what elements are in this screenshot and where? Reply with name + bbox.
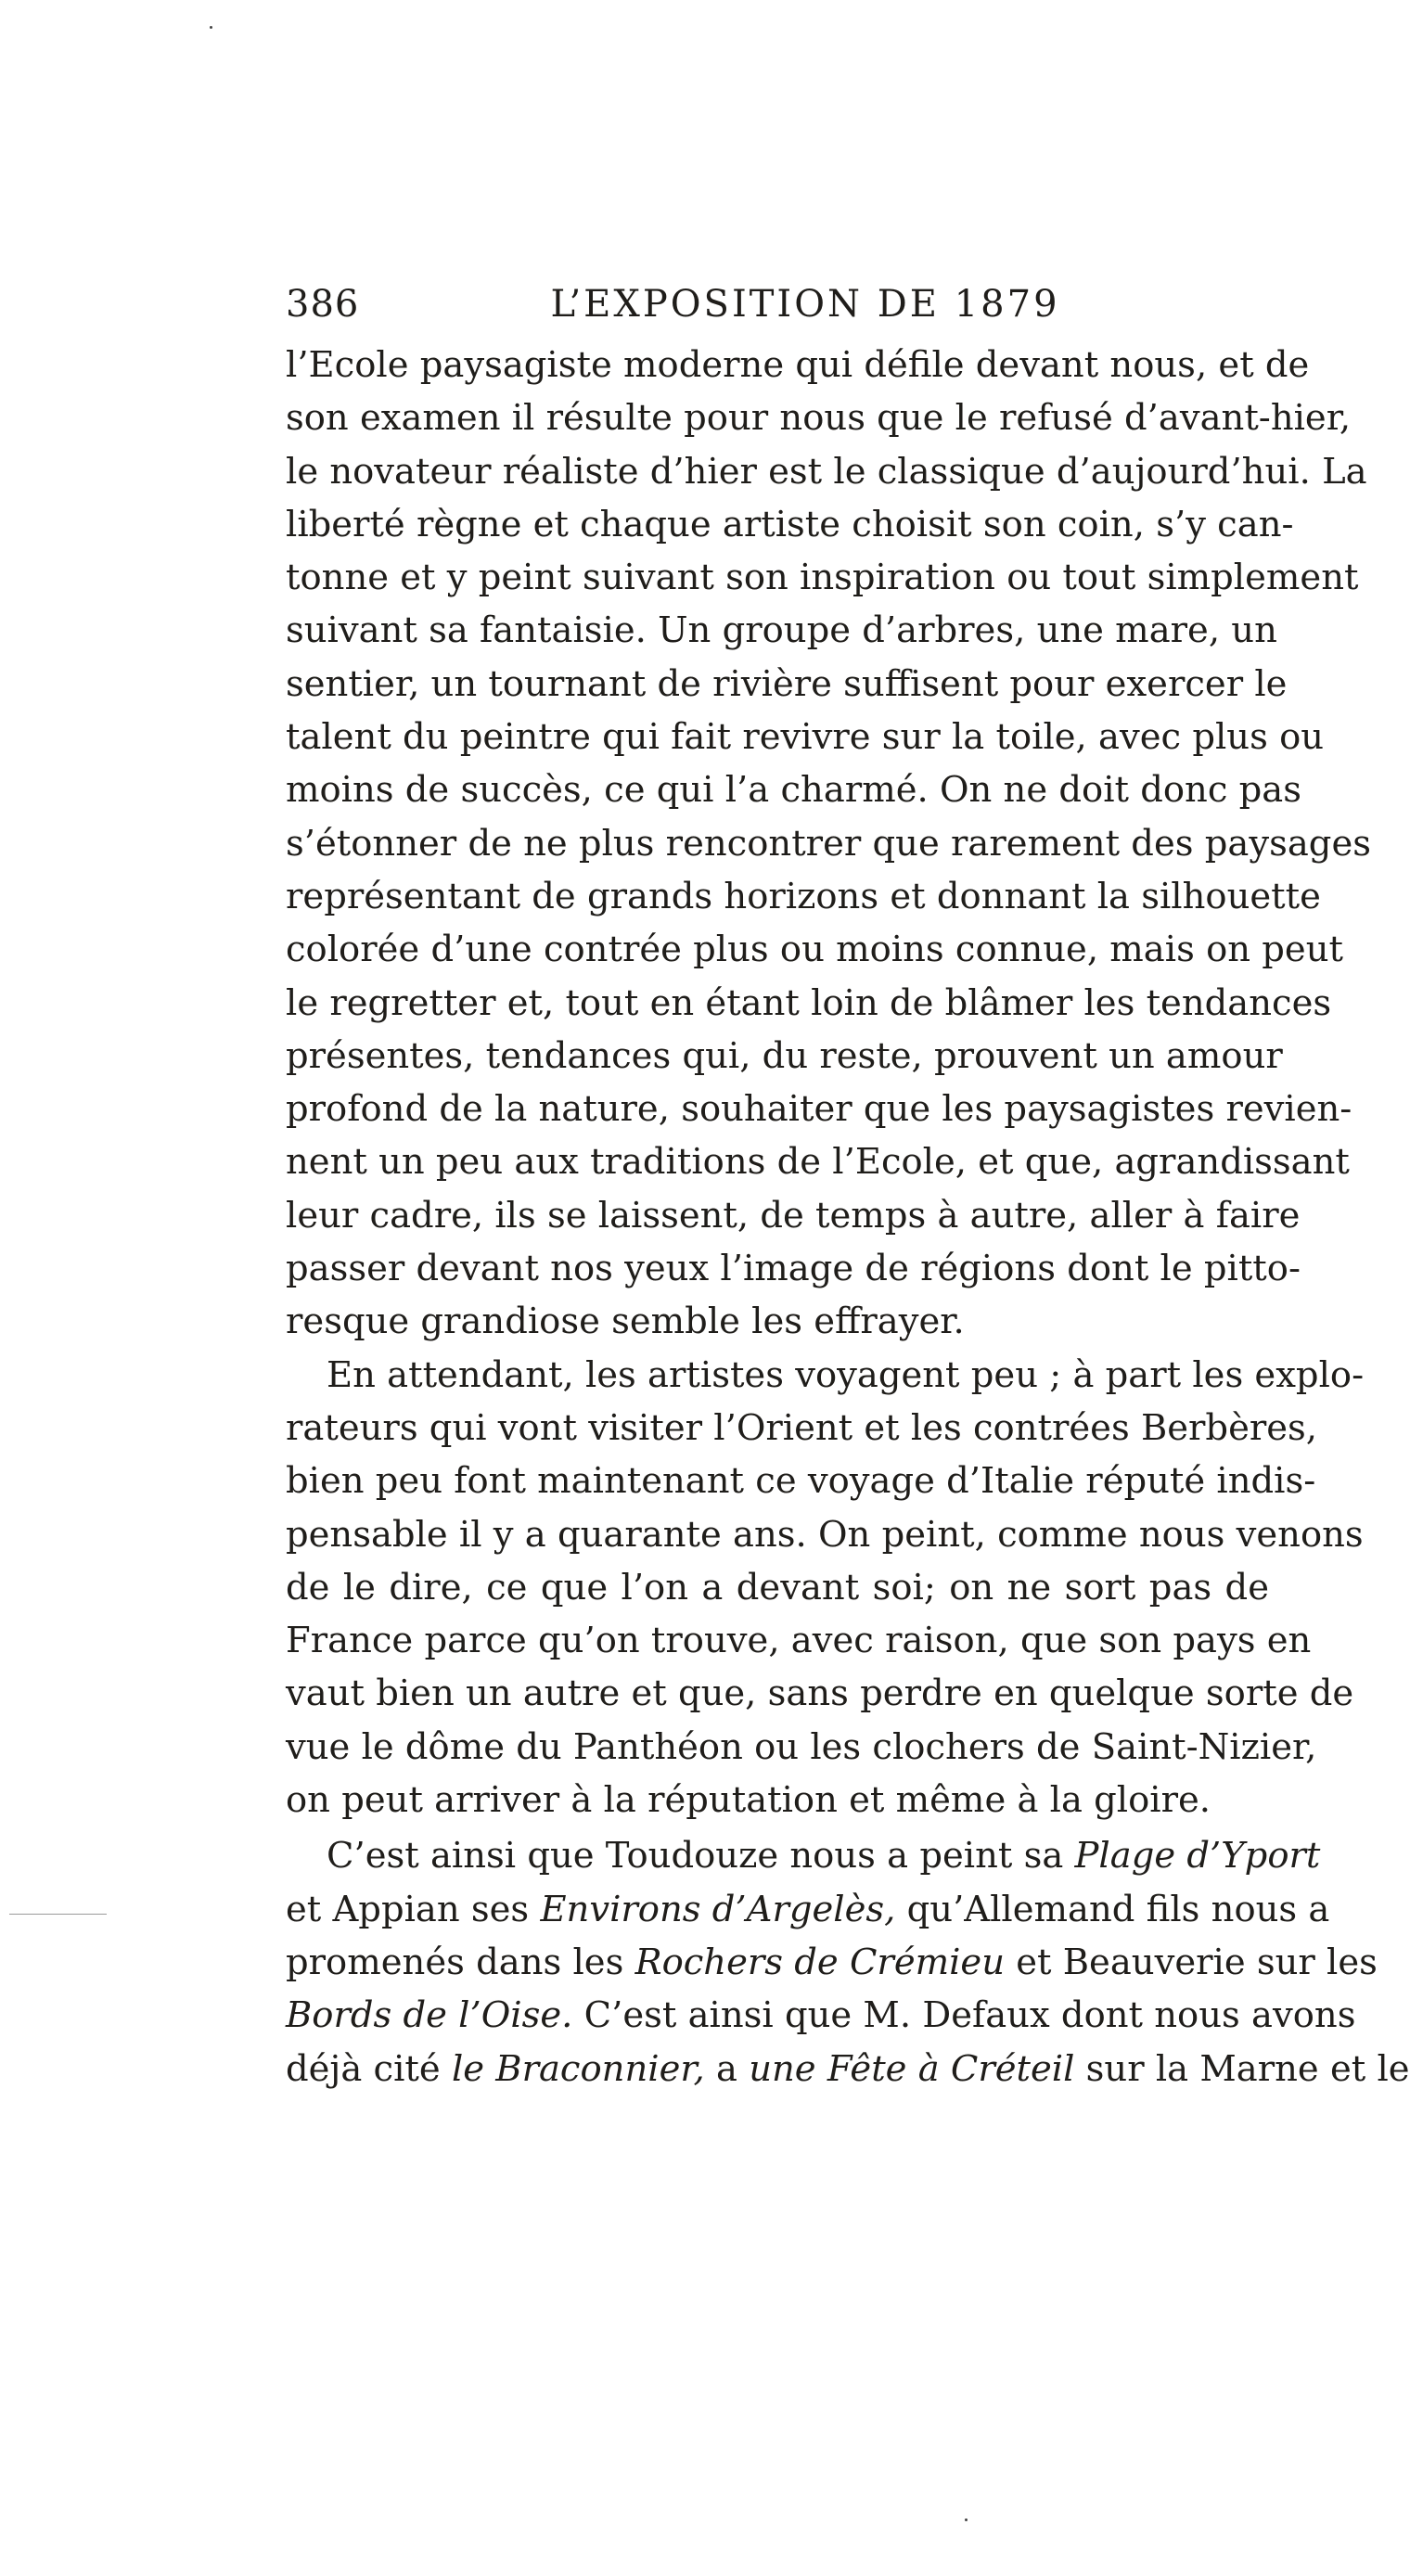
text-run: qu’Allemand fils nous a	[895, 1888, 1330, 1930]
text-line: son examen il résulte pour nous que le refusé d’avant-hier,	[286, 397, 1352, 440]
text-line: resque grandiose semble les effrayer.	[286, 1301, 965, 1343]
text-line: leur cadre, ils se laissent, de temps à autre, aller à faire	[286, 1194, 1301, 1237]
text-line: En attendant, les artistes voyagent peu ; à part les explo-	[327, 1353, 1365, 1396]
text-line: liberté règne et chaque artiste choisit son coin, s’y can-	[286, 503, 1294, 545]
artwork-title: Bords de l’Oise.	[286, 1994, 573, 2037]
text-line: talent du peintre qui fait revivre sur la toile, avec plus ou	[286, 716, 1325, 759]
text-line: représentant de grands horizons et donnant la silhouette	[286, 875, 1321, 917]
artwork-title: Rochers de Crémieu	[634, 1941, 1006, 1983]
text-run: déjà cité	[286, 2047, 452, 2090]
text-line	[286, 1883, 1330, 1936]
page-number: 386	[286, 283, 360, 326]
text-line: l’Ecole paysagiste moderne qui défile devant nous, et de	[286, 344, 1310, 386]
text-line: vue le dôme du Panthéon ou les clochers de Saint-Nizier,	[286, 1725, 1317, 1768]
text-line: vaut bien un autre et que, sans perdre en quelque sorte de	[286, 1672, 1354, 1715]
text-line: passer devant nos yeux l’image de régions dont le pitto-	[286, 1248, 1301, 1290]
text-line: bien peu font maintenant ce voyage d’Italie réputé indis-	[286, 1460, 1316, 1503]
text-line: profond de la nature, souhaiter que les paysagistes revien-	[286, 1088, 1352, 1131]
text-line: France parce qu’on trouve, avec raison, que son pays en	[286, 1620, 1312, 1662]
text-line: le novateur réaliste d’hier est le classique d’aujourd’hui. La	[286, 450, 1367, 493]
text-line: moins de succès, ce qui l’a charmé. On ne doit donc pas	[286, 769, 1301, 812]
running-title: L’EXPOSITION DE 1879	[550, 283, 1060, 326]
text-line: rateurs qui vont visiter l’Orient et les contrées Berbères,	[286, 1406, 1318, 1449]
text-line: pensable il y a quarante ans. On peint, comme nous venons	[286, 1513, 1364, 1556]
margin-rule	[9, 1914, 107, 1915]
text-run: et Appian ses	[286, 1888, 541, 1930]
artwork-title: Plage d’Yport	[1074, 1835, 1321, 1878]
text-run: a	[704, 2047, 750, 2090]
text-line	[286, 1936, 1378, 1989]
text-line	[286, 2043, 1410, 2095]
text-run: promenés dans les	[286, 1941, 635, 1983]
text-line: sentier, un tournant de rivière suffisent pour exercer le	[286, 662, 1288, 705]
page-header	[286, 276, 1269, 332]
paper-speck	[965, 2518, 968, 2521]
text-line: présentes, tendances qui, du reste, prouvent un amour	[286, 1034, 1283, 1077]
text-line: colorée d’une contrée plus ou moins connue, mais on peut	[286, 929, 1343, 971]
text-line: tonne et y peint suivant son inspiration ou tout simplement	[286, 557, 1359, 599]
text-line: on peut arriver à la réputation et même à la gloire.	[286, 1779, 1211, 1822]
text-line	[286, 1829, 1321, 1882]
text-line: de le dire, ce que l’on a devant soi; on ne sort pas de	[286, 1566, 1269, 1608]
paper-speck	[210, 26, 212, 29]
paragraph-2	[286, 1349, 1365, 1827]
text-line: nent un peu aux traditions de l’Ecole, et que, agrandissant	[286, 1141, 1350, 1184]
body-text	[286, 339, 1410, 2095]
text-line	[286, 1989, 1356, 2042]
text-run: sur la Marne et le	[1074, 2047, 1410, 2090]
text-run: C’est ainsi que M. Defaux dont nous avons	[572, 1994, 1356, 2037]
artwork-title: une Fête à Créteil	[749, 2047, 1075, 2090]
text-run: et Beauverie sur les	[1005, 1941, 1378, 1983]
artwork-title: Environs d’Argelès,	[540, 1888, 896, 1930]
paragraph-1	[286, 339, 1371, 1349]
text-line: le regretter et, tout en étant loin de blâmer les tendances	[286, 981, 1332, 1024]
text-run: C’est ainsi que Toudouze nous a peint sa	[327, 1835, 1075, 1878]
text-line: s’étonner de ne plus rencontrer que rarement des paysages	[286, 822, 1371, 865]
artwork-title: le Braconnier,	[451, 2047, 705, 2090]
text-line: suivant sa fantaisie. Un groupe d’arbres, une mare, un	[286, 609, 1277, 652]
paragraph-3	[286, 1829, 1410, 2095]
